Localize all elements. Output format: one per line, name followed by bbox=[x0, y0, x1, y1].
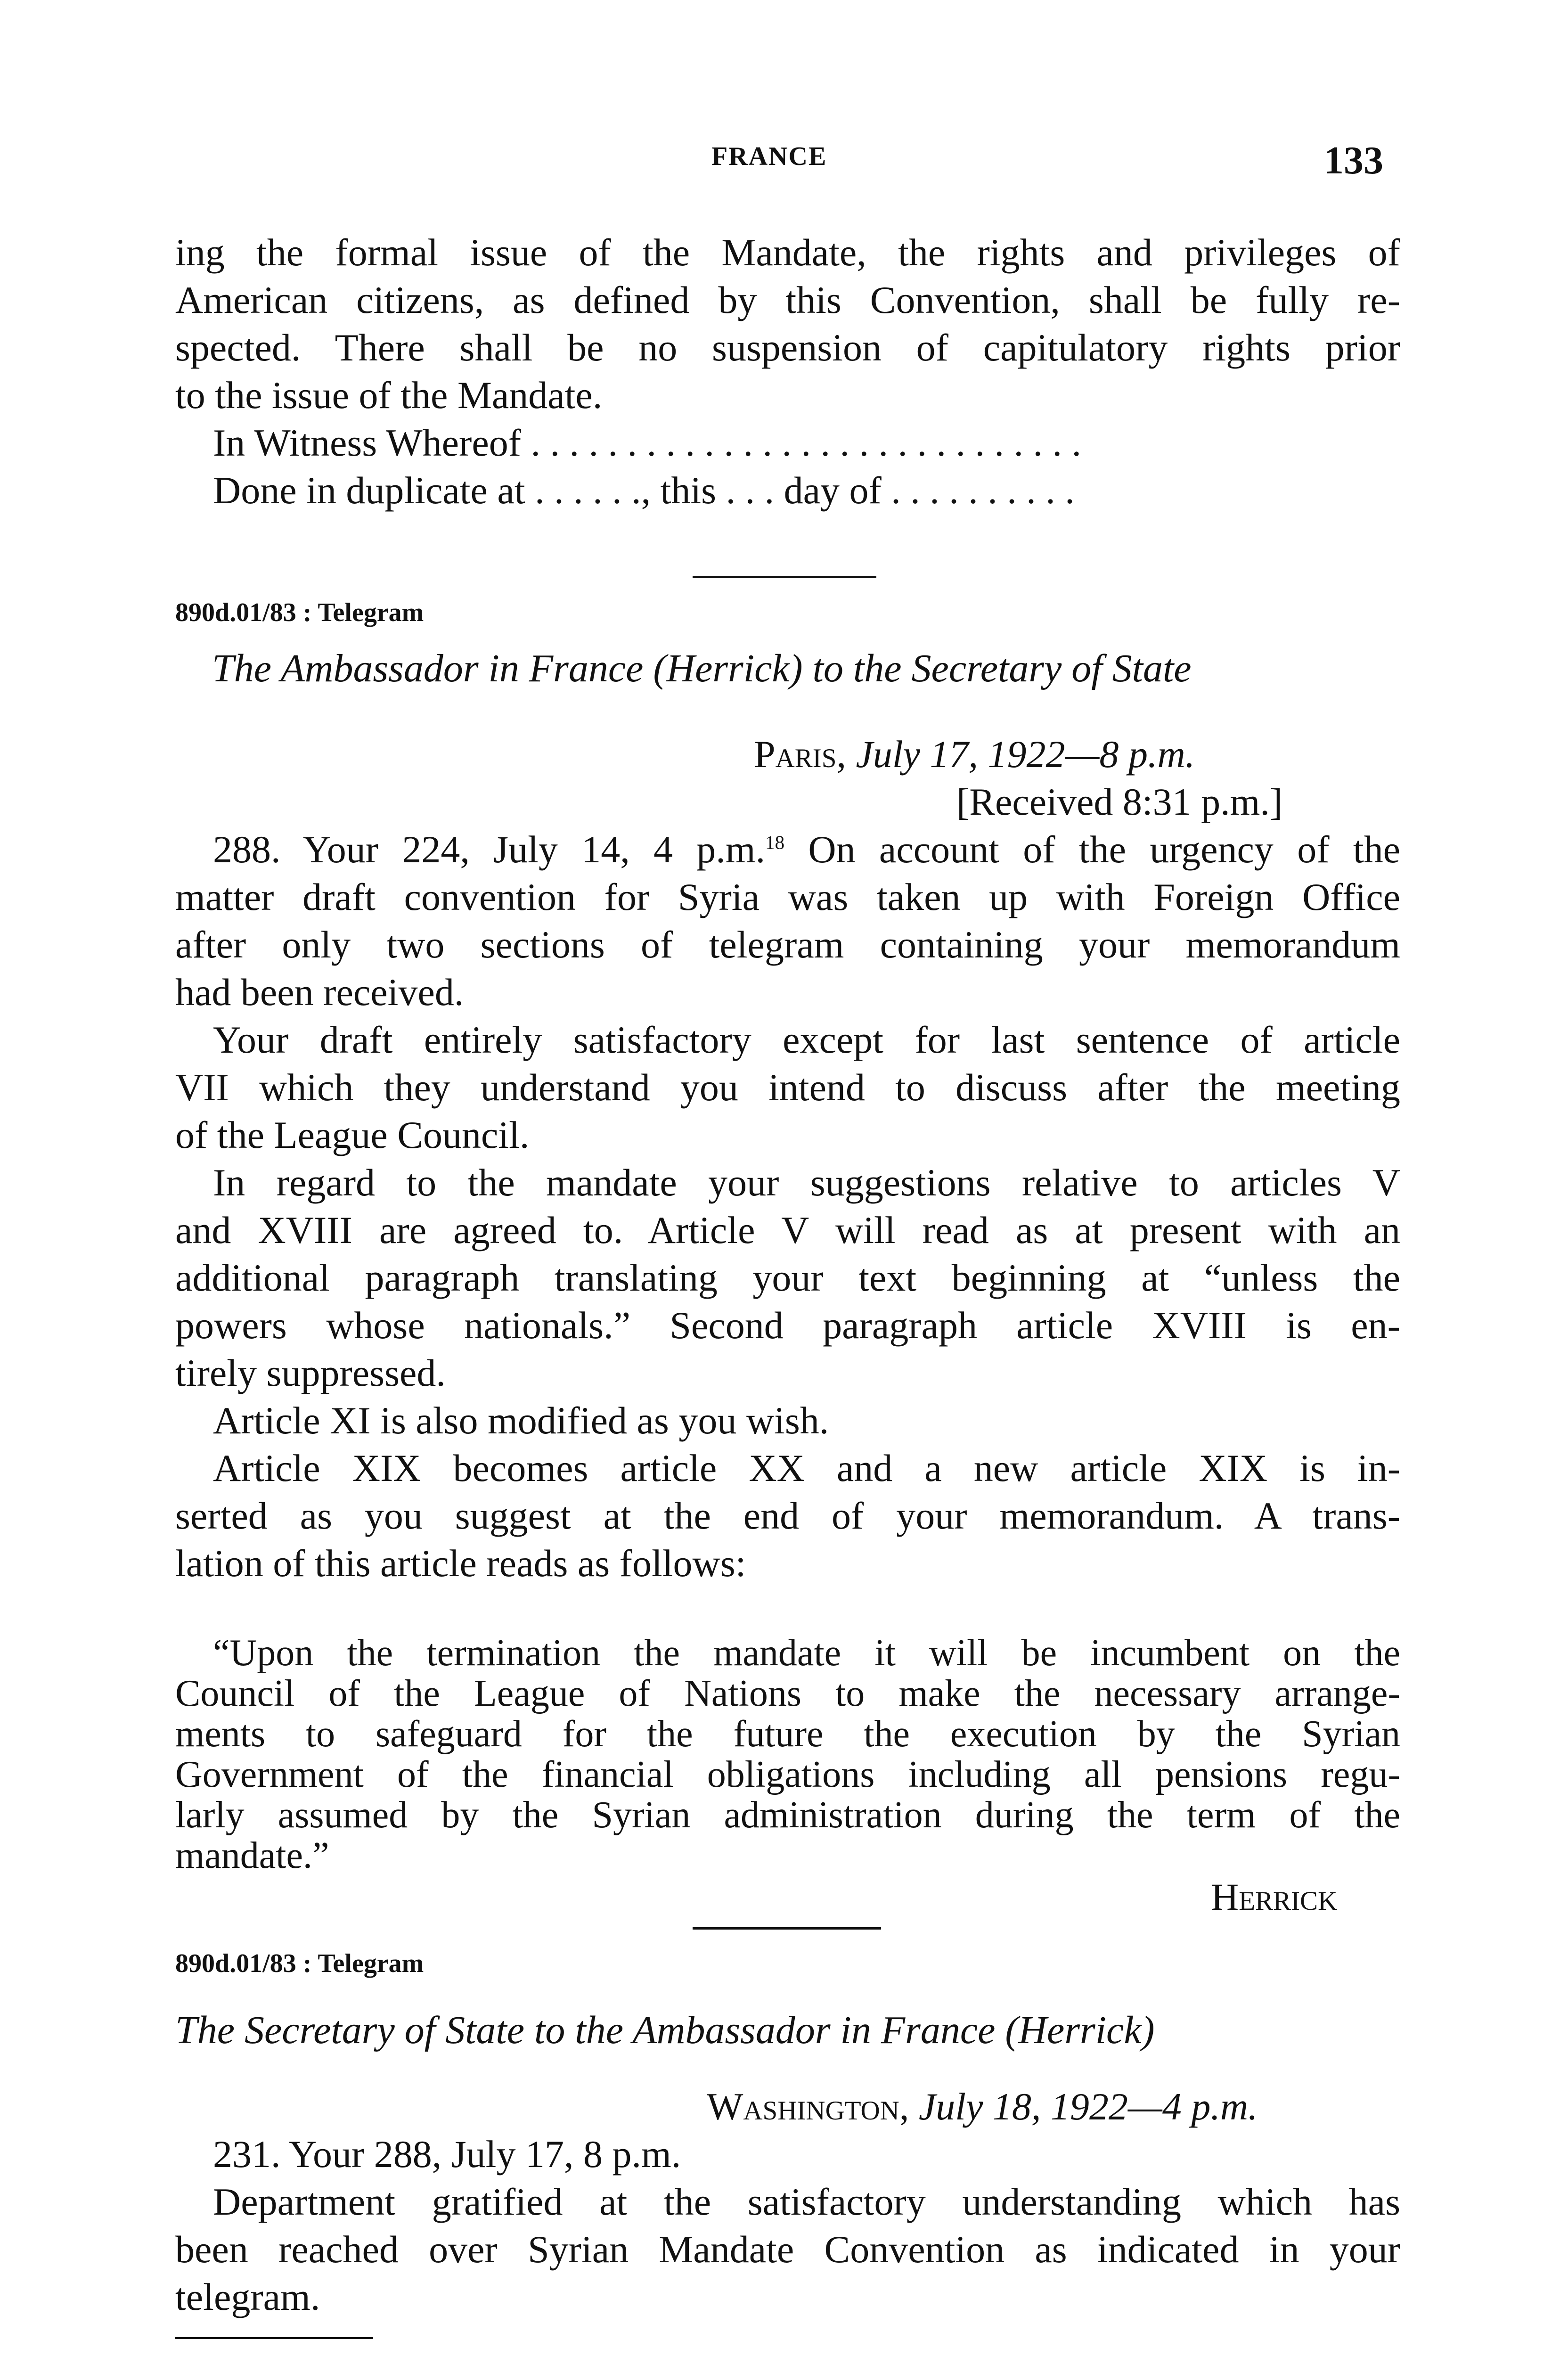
text-line: lation of this article reads as follows: bbox=[175, 1542, 746, 1585]
signature: Herrick bbox=[1211, 1875, 1338, 1918]
text-line: American citizens, as defined by this Convention, shall be fully re- bbox=[175, 278, 1400, 321]
dateline-date: July 17, 1922—8 p.m. bbox=[856, 733, 1195, 776]
document-heading: The Secretary of State to the Ambassador in France (Herrick) bbox=[175, 2008, 1155, 2052]
footnote-rule bbox=[175, 2337, 373, 2339]
text-line: Your draft entirely satisfactory except for last sentence of article bbox=[213, 1018, 1400, 1061]
text-line: powers whose nationals.” Second paragraph article XVIII is en- bbox=[175, 1304, 1400, 1347]
quote-line: ments to safeguard for the future the execution by the Syrian bbox=[175, 1714, 1400, 1754]
quote-line: mandate.” bbox=[175, 1835, 329, 1876]
paragraph-first-line bbox=[175, 826, 1400, 873]
page-number: 133 bbox=[1324, 139, 1383, 182]
separator-rule bbox=[693, 576, 876, 578]
text-line: to the issue of the Mandate. bbox=[175, 374, 603, 417]
text-line: been reached over Syrian Mandate Convention as indicated in your bbox=[175, 2228, 1400, 2271]
quote-line: Council of the League of Nations to make the necessary arrange- bbox=[175, 1673, 1400, 1714]
quote-line: “Upon the termination the mandate it will be incumbent on the bbox=[213, 1633, 1400, 1673]
dateline-place: Washington, bbox=[707, 2085, 909, 2128]
text-line: Department gratified at the satisfactory understanding which has bbox=[213, 2180, 1400, 2223]
file-reference: 890d.01/83 : Telegram bbox=[175, 1949, 424, 1978]
dateline-place: Paris, bbox=[754, 733, 846, 776]
text-line: spected. There shall be no suspension of capitulatory rights prior bbox=[175, 326, 1400, 369]
witness-line: In Witness Whereof . . . . . . . . . . . . . . . . . . . . . . . . . . . . . bbox=[213, 421, 1082, 464]
footnote-reference: 18 bbox=[765, 831, 785, 853]
text-line: and XVIII are agreed to. Article V will read as at present with an bbox=[175, 1209, 1400, 1252]
quote-line: Government of the financial obligations including all pensions regu- bbox=[175, 1754, 1400, 1795]
text-line: ing the formal issue of the Mandate, the rights and privileges of bbox=[175, 231, 1400, 274]
received-line: [Received 8:31 p.m.] bbox=[956, 780, 1283, 823]
text-line: additional paragraph translating your text beginning at “unless the bbox=[175, 1256, 1400, 1299]
file-reference: 890d.01/83 : Telegram bbox=[175, 598, 424, 627]
paragraph-text: 288. Your 224, July 14, 4 p.m. bbox=[213, 828, 766, 871]
text-line: telegram. bbox=[175, 2275, 320, 2318]
dateline-date: July 18, 1922—4 p.m. bbox=[918, 2085, 1258, 2128]
dateline bbox=[707, 2083, 1258, 2130]
text-line: 231. Your 288, July 17, 8 p.m. bbox=[213, 2133, 681, 2176]
quoted-article bbox=[175, 1633, 1400, 1876]
text-line: In regard to the mandate your suggestions relative to articles V bbox=[213, 1161, 1400, 1204]
text-line: had been received. bbox=[175, 971, 464, 1014]
text-line: VII which they understand you intend to discuss after the meeting bbox=[175, 1066, 1400, 1109]
telegram-body bbox=[175, 826, 1400, 1587]
text-line: Article XIX becomes article XX and a new article XIX is in- bbox=[213, 1447, 1400, 1489]
text-line: tirely suppressed. bbox=[175, 1351, 446, 1394]
running-header: FRANCE bbox=[711, 142, 827, 171]
quote-line: larly assumed by the Syrian administration during the term of the bbox=[175, 1795, 1400, 1835]
text-line: Article XI is also modified as you wish. bbox=[213, 1399, 829, 1442]
convention-continuation bbox=[175, 229, 1400, 514]
text-line: serted as you suggest at the end of your memorandum. A trans- bbox=[175, 1494, 1400, 1537]
text-line: after only two sections of telegram containing your memorandum bbox=[175, 923, 1400, 966]
separator-rule bbox=[693, 1927, 881, 1930]
text-line: of the League Council. bbox=[175, 1113, 530, 1156]
document-heading: The Ambassador in France (Herrick) to the Secretary of State bbox=[212, 646, 1192, 690]
done-line: Done in duplicate at . . . . . ., this . . . day of . . . . . . . . . . bbox=[213, 469, 1075, 512]
text-line: matter draft convention for Syria was taken up with Foreign Office bbox=[175, 875, 1400, 918]
dateline bbox=[754, 730, 1195, 778]
paragraph-text: On account of the urgency of the bbox=[784, 828, 1400, 871]
telegram-body bbox=[175, 2130, 1400, 2321]
